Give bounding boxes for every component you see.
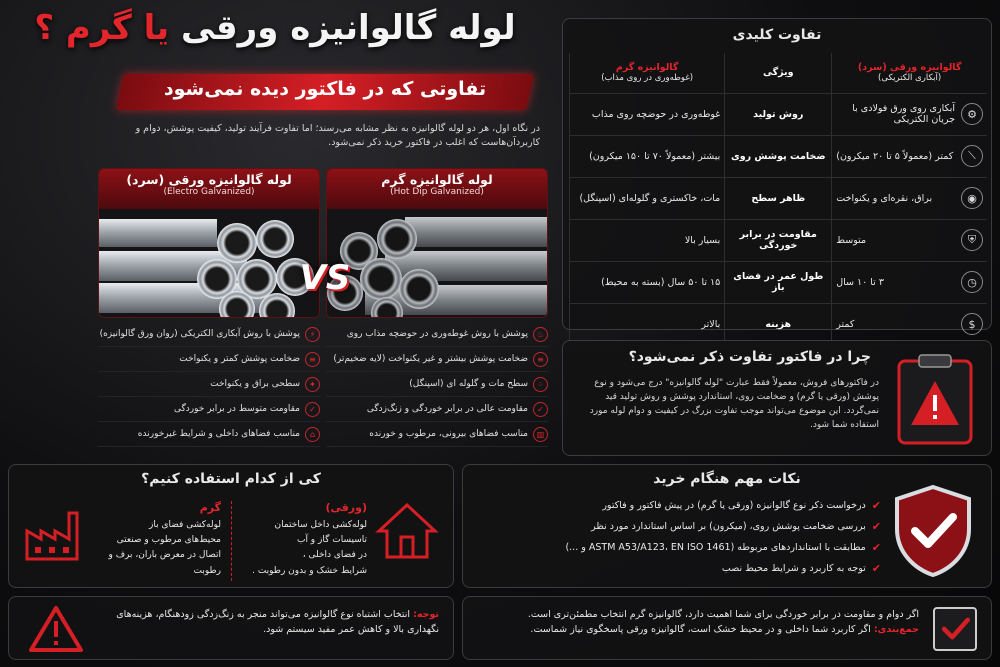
checkbox-icon	[933, 607, 977, 651]
header-hot	[570, 53, 725, 93]
cell-electro: کمتر (معمولاً ۵ تا ۲۰ میکرون)	[836, 150, 954, 162]
factory-icon	[23, 503, 83, 563]
shield-check-icon: ✓	[533, 402, 548, 417]
summary-text	[479, 607, 919, 637]
feature-text: ضخامت پوشش بیشتر و غیر یکنواخت (لایه ضخیم‌تر)	[333, 354, 528, 364]
cell-feature: طول عمر در فضای باز	[725, 261, 832, 303]
table-row	[570, 177, 988, 219]
list-item: شرایط خشک و بدون رطوبت .	[252, 565, 367, 576]
gear-icon: ⚙	[961, 103, 983, 125]
table-row	[570, 93, 988, 135]
cell-electro: کمتر	[836, 318, 855, 330]
dollar-icon: $	[961, 313, 983, 335]
warning-triangle-icon	[29, 605, 83, 653]
summary-line-1: اگر دوام و مقاومت در برابر خوردگی برای شما اهمیت دارد، گالوانیزه گرم انتخاب مطمئن‌تری است.	[527, 609, 919, 620]
clock-icon: ◷	[961, 271, 983, 293]
bolt-icon: ⚡	[305, 327, 320, 342]
summary-line-2: اگر کاربرد شما داخلی و در محیط خشک است، گالوانیزه ورقی پاسخگوی نیاز شماست.	[530, 624, 871, 636]
feature-text: مناسب فضاهای داخلی و شرایط غیرخورنده	[137, 429, 300, 439]
warning-label: توجه:	[413, 609, 439, 620]
list-item	[98, 322, 320, 347]
ruler-icon: ⟋	[961, 145, 983, 167]
subtitle: تفاوتی که در فاکتور دیده نمی‌شود	[163, 78, 487, 100]
header-electro-title: گالوانیزه ورقی (سرد)	[857, 62, 962, 74]
shield-check-icon: ✓	[305, 402, 320, 417]
title-main: لوله گالوانیزه ورقی	[180, 8, 516, 48]
why-title: چرا در فاکتور تفاوت ذکر نمی‌شود؟	[628, 349, 871, 365]
tip-text: درخواست ذکر نوع گالوانیزه (ورقی یا گرم) در پیش فاکتور و فاکتور	[602, 500, 866, 511]
shield-icon: ⛨	[961, 229, 983, 251]
list-item	[326, 422, 548, 447]
list-item	[326, 372, 548, 397]
cell-hot: بسیار بالا	[570, 219, 725, 261]
feature-text: پوشش با روش غوطه‌وری در حوضچه مذاب روی	[346, 329, 528, 339]
hot-pipes-image	[326, 209, 547, 318]
who-uses-panel	[8, 464, 454, 588]
list-item: لوله‌کشی فضای باز	[149, 519, 221, 530]
list-item	[481, 562, 881, 575]
house-icon	[375, 499, 439, 563]
electro-feature-list	[98, 322, 320, 454]
electro-card-header	[99, 169, 319, 209]
check-icon: ✔	[871, 541, 881, 554]
list-item	[481, 541, 881, 554]
page-title	[10, 8, 540, 48]
electro-card-title: لوله گالوانیزه ورقی (سرد)	[126, 172, 292, 187]
list-item	[98, 397, 320, 422]
who-title: کی از کدام استفاده کنیم؟	[141, 471, 321, 487]
header-feature: ویژگی	[725, 53, 832, 93]
house-icon: ⌂	[305, 427, 320, 442]
header-hot-title: گالوانیزه گرم	[615, 62, 679, 74]
list-item	[481, 499, 881, 512]
tip-text: بررسی ضخامت پوشش روی، (میکرون) بر اساس استاندارد مورد نظر	[591, 521, 866, 532]
list-item: لوله‌کشی داخل ساختمان	[274, 519, 367, 530]
list-item	[98, 372, 320, 397]
shield-check-icon	[891, 483, 975, 579]
cell-hot: ۱۵ تا ۵۰ سال (بسته به محیط)	[570, 261, 725, 303]
who-electro-head: (ورقی)	[325, 501, 367, 514]
list-item: محیط‌های مرطوب و صنعتی	[116, 534, 221, 545]
cell-hot: مات، خاکستری و گلوله‌ای (اسپنگل)	[570, 177, 725, 219]
sparkle-icon: ✦	[305, 377, 320, 392]
key-differences-panel	[562, 18, 992, 330]
comparison-table	[569, 53, 987, 346]
header-hot-sub: (غوطه‌وری در روی مذاب)	[601, 73, 694, 84]
eye-icon: ◉	[961, 187, 983, 209]
feature-text: سطح مات و گلوله ای (اسپنگل)	[409, 379, 528, 389]
why-panel	[562, 340, 992, 456]
why-text: در فاکتورهای فروش، معمولاً فقط عبارت "لوله گالوانیزه" درج می‌شود و نوع پوشش (ورقی یا گرم) و ضخامت روی، استاندارد پوشش و روش تولید قید نمی‌گردد. این موضوع می‌تواند موجب تفاوت بزرگ در کیفیت و دوام لوله مورد استفاده شما شود.	[589, 378, 879, 430]
feature-text: مناسب فضاهای بیرونی، مرطوب و خورنده	[369, 429, 528, 439]
list-item	[326, 397, 548, 422]
feature-text: پوشش با روش آبکاری الکتریکی (روان ورق گالوانیزه)	[99, 329, 300, 339]
warning-text	[99, 607, 439, 637]
texture-icon: ⁘	[533, 377, 548, 392]
layers-icon: ≡	[533, 352, 548, 367]
table-title: تفاوت کلیدی	[732, 27, 822, 43]
electro-card	[98, 168, 320, 318]
hot-card-sub: (Hot Dip Galvanized)	[390, 187, 484, 197]
clipboard-warning-icon	[889, 351, 981, 447]
tip-text: مطابقت با استانداردهای مربوطه (ASTM A53/A123، EN ISO 1461 و ...)	[565, 542, 866, 553]
table-row	[570, 261, 988, 303]
list-item: اتصال در معرض باران، برف و رطوبت	[108, 550, 221, 576]
cell-electro: آبکاری روی ورق فولادی با جریان الکتریکی	[852, 103, 955, 125]
warning-panel	[8, 596, 454, 660]
layers-icon: ≡	[305, 352, 320, 367]
cell-feature: ظاهر سطح	[725, 177, 832, 219]
table-header-row	[570, 53, 988, 93]
hot-card-header	[327, 169, 547, 209]
electro-pipes-image	[98, 209, 319, 318]
who-hot-column	[81, 499, 221, 579]
tip-text: توجه به کاربرد و شرایط محیط نصب	[721, 563, 866, 574]
who-electro-column	[245, 499, 367, 579]
feature-text: سطحی براق و یکنواخت	[210, 379, 300, 389]
buying-tips-panel	[462, 464, 992, 588]
hot-card	[326, 168, 548, 318]
title-accent: یا گرم ؟	[34, 8, 170, 48]
cell-electro: متوسط	[836, 234, 867, 246]
cell-hot: بالاتر	[570, 303, 725, 345]
cell-hot: غوطه‌وری در حوضچه روی مذاب	[570, 93, 725, 135]
flame-icon: ♨	[533, 327, 548, 342]
tips-title: نکات مهم هنگام خرید	[653, 471, 801, 487]
list-item	[98, 347, 320, 372]
summary-label: جمع‌بندی:	[873, 624, 919, 636]
summary-panel	[462, 596, 992, 660]
cell-feature: ضخامت پوشش روی	[725, 135, 832, 177]
list-item	[326, 322, 548, 347]
table-row	[570, 219, 988, 261]
table-row	[570, 135, 988, 177]
intro-text: در نگاه اول، هر دو لوله گالوانیزه به نظر مشابه می‌رسند؛ اما تفاوت فرآیند تولید، کیفیت پوشش، دوام و کاربردآن‌هاست که اغلب در فاکتور خرید ذکر نمی‌شود.	[135, 123, 540, 149]
divider	[231, 501, 232, 581]
list-item	[481, 520, 881, 533]
check-icon: ✔	[871, 520, 881, 533]
hot-card-title: لوله گالوانیزه گرم	[381, 172, 493, 187]
cell-electro: براق، نقره‌ای و یکنواخت	[836, 192, 933, 204]
cell-feature: مقاومت در برابر خوردگی	[725, 219, 832, 261]
header-electro-sub: (آبکاری الکتریکی)	[878, 73, 942, 84]
list-item	[326, 347, 548, 372]
feature-text: مقاومت عالی در برابر خوردگی و زنگ‌زدگی	[366, 404, 528, 414]
feature-text: مقاومت متوسط در برابر خوردگی	[174, 404, 300, 414]
table-row	[570, 303, 988, 345]
list-item: در فضای داخلی ،	[302, 550, 367, 561]
building-icon: ▥	[533, 427, 548, 442]
who-hot-head: گرم	[199, 501, 221, 514]
cell-feature: روش تولید	[725, 93, 832, 135]
list-item	[98, 422, 320, 447]
electro-card-sub: (Electro Galvanized)	[163, 187, 255, 197]
warning-body: انتخاب اشتباه نوع گالوانیزه می‌تواند منجر به زنگ‌زدگی زودهنگام، هزینه‌های نگهداری بالا و کاهش عمر مفید سیستم شود.	[116, 609, 439, 636]
cell-electro: ۳ تا ۱۰ سال	[836, 276, 884, 288]
cell-feature: هزینه	[725, 303, 832, 345]
check-icon: ✔	[871, 499, 881, 512]
vs-badge: VS	[299, 258, 351, 298]
hot-feature-list	[326, 322, 548, 454]
header-electro	[832, 53, 987, 93]
check-icon: ✔	[871, 562, 881, 575]
cell-hot: بیشتر (معمولاً ۷۰ تا ۱۵۰ میکرون)	[570, 135, 725, 177]
list-item: تاسیسات گاز و آب	[296, 534, 367, 545]
feature-text: ضخامت پوشش کمتر و یکنواخت	[179, 354, 300, 364]
